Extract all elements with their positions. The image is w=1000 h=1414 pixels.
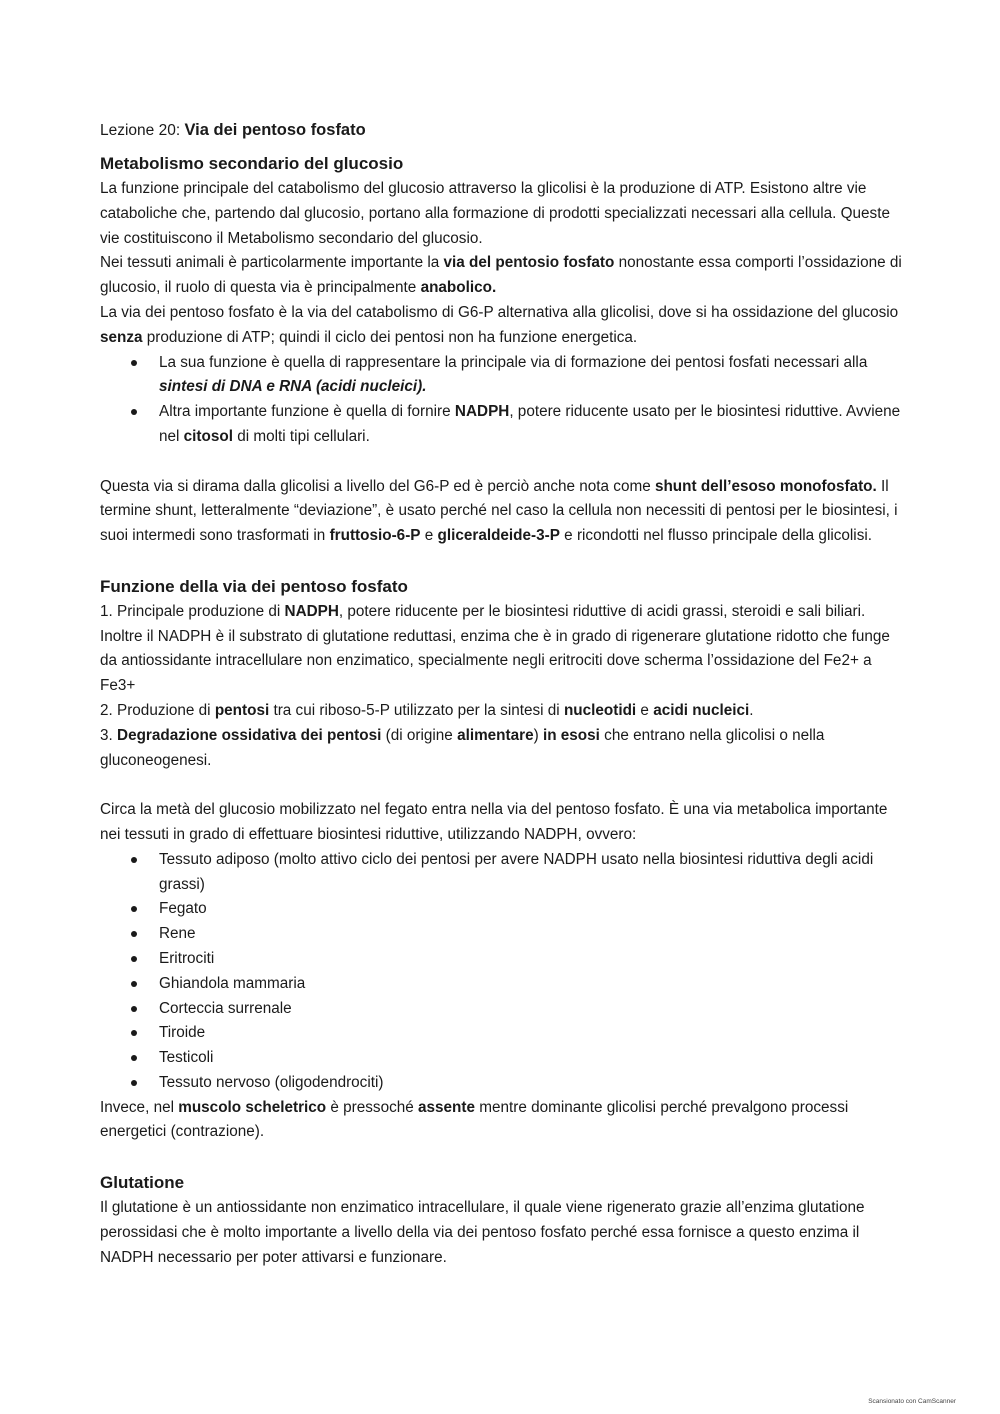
lesson-prefix: Lezione 20: — [100, 122, 185, 139]
tissue-list — [100, 848, 910, 1096]
list-item: Tessuto adiposo (molto attivo ciclo dei pentosi per avere NADPH usato nella biosintesi riduttiva degli acidi grassi) — [159, 848, 910, 898]
paragraph: Questa via si dirama dalla glicolisi a livello del G6-P ed è perciò anche nota come shunt dell’esoso monofosfato. Il termine shunt, letteralmente “deviazione”, è usato perché nel caso la cellula non necessiti di pentosi per le biosintesi, i suoi intermedi sono trasformati in fruttosio-6-P e gliceraldeide-3-P e ricondotti nel flusso principale della glicolisi. — [100, 477, 898, 545]
section-heading-glutatione: Glutatione — [100, 1173, 185, 1193]
lesson-title — [100, 118, 910, 143]
section-heading-funzione: Funzione della via dei pentoso fosfato — [100, 576, 408, 596]
list-item: Eritrociti — [159, 947, 910, 972]
scanner-watermark: Scansionato con CamScanner — [868, 1398, 956, 1405]
list-item: Altra importante funzione è quella di fornire NADPH, potere riducente usato per le biosintesi riduttive. Avviene nel citosol di molti tipi cellulari. — [159, 400, 910, 450]
document-page — [100, 118, 910, 1270]
numbered-item: 1. Principale produzione di NADPH, potere riducente per le biosintesi riduttive di acidi grassi, steroidi e sali biliari. Inoltre il NADPH è il substrato di glutatione reduttasi, enzima che è in grado di rigenerare glutatione ridotto che funge da antiossidante intracellulare non enzimatico, specialmente negli eritrociti dove scherma l’ossidazione del Fe2+ a Fe3+ — [100, 602, 890, 695]
list-item: Corteccia surrenale — [159, 997, 910, 1022]
paragraph: La funzione principale del catabolismo del glucosio attraverso la glicolisi è la produzione di ATP. Esistono altre vie cataboliche che, partendo dal glucosio, portano alla formazione di prodotti specializzati necessari alla cellula. Queste vie costituiscono il Metabolismo secondario del glucosio. — [100, 180, 890, 247]
paragraph: Circa la metà del glucosio mobilizzato nel fegato entra nella via del pentoso fosfato. È una via metabolica importante nei tessuti in grado di effettuare biosintesi riduttive, utilizzando NADPH, ovvero: — [100, 801, 888, 843]
paragraph: La via dei pentoso fosfato è la via del catabolismo di G6-P alternativa alla glicolisi, dove si ha ossidazione del glucosio senza produzione di ATP; quindi il ciclo dei pentosi non ha funzione energetica. — [100, 303, 899, 346]
list-item: Fegato — [159, 897, 910, 922]
list-item: La sua funzione è quella di rappresentare la principale via di formazione dei pentosi fosfati necessari alla sintesi di DNA e RNA (acidi nucleici). — [159, 351, 910, 401]
paragraph: Invece, nel muscolo scheletrico è pressoché assente mentre dominante glicolisi perché prevalgono processi energetici (contrazione). — [100, 1098, 849, 1141]
section-heading-metabolismo: Metabolismo secondario del glucosio — [100, 154, 404, 173]
bullet-list — [100, 351, 910, 450]
paragraph: Il glutatione è un antiossidante non enzimatico intracellulare, il quale viene rigenerato grazie all’enzima glutatione perossidasi che è molto importante a livello della via dei pentoso fosfato perché essa fornisce a questo enzima il NADPH necessario per poter attivarsi e funzionare. — [100, 1199, 865, 1266]
paragraph: Nei tessuti animali è particolarmente importante la via del pentosio fosfato nonostante essa comporti l’ossidazione di glucosio, il ruolo di questa via è principalmente anabolico. — [100, 254, 902, 297]
list-item: Ghiandola mammaria — [159, 972, 910, 997]
list-item: Tiroide — [159, 1021, 910, 1046]
list-item: Testicoli — [159, 1046, 910, 1071]
list-item: Tessuto nervoso (oligodendrociti) — [159, 1071, 910, 1096]
list-item: Rene — [159, 922, 910, 947]
numbered-item: 2. Produzione di pentosi tra cui riboso-5-P utilizzato per la sintesi di nucleotidi e acidi nucleici. — [100, 701, 754, 719]
lesson-topic: Via dei pentoso fosfato — [184, 121, 366, 139]
numbered-item: 3. Degradazione ossidativa dei pentosi (di origine alimentare) in esosi che entrano nella glicolisi o nella gluconeogenesi. — [100, 726, 825, 769]
